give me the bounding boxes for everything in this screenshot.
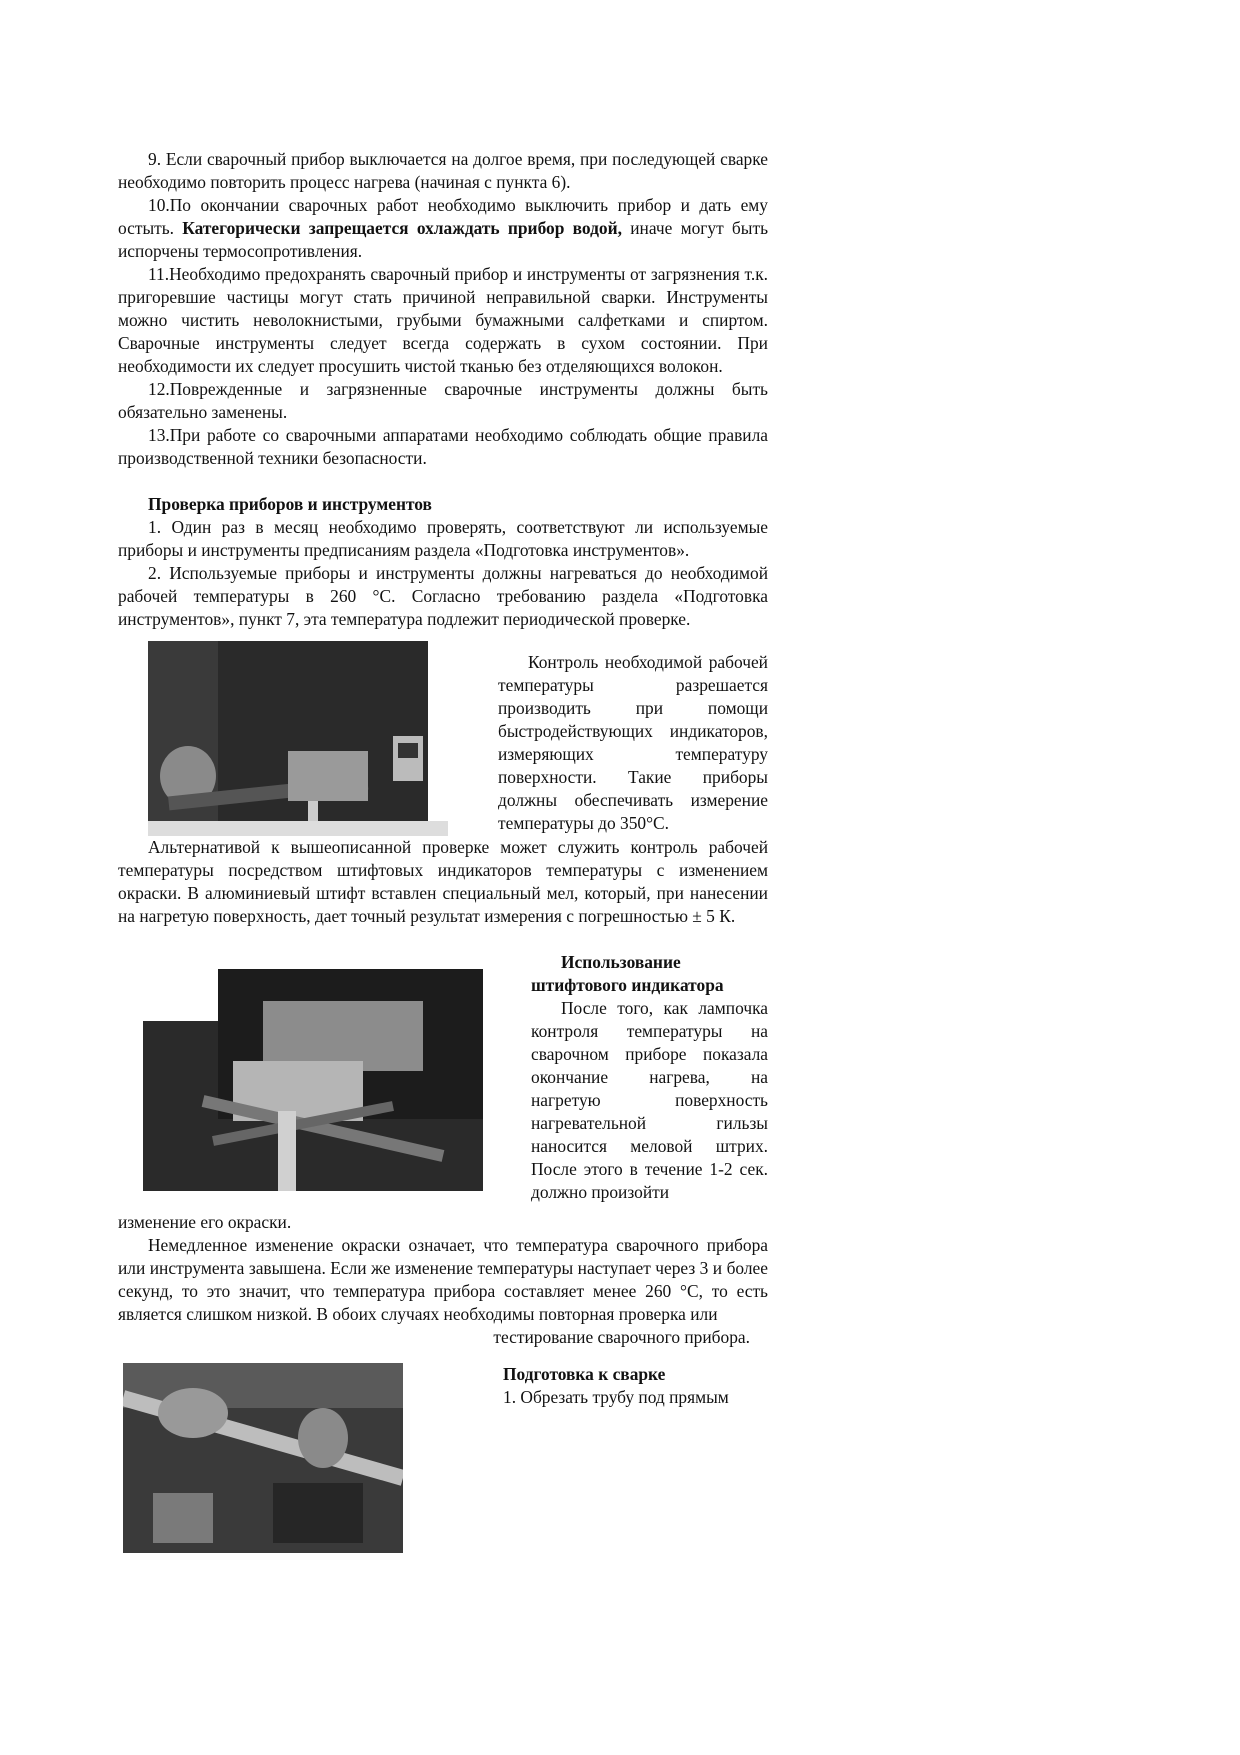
heading-check-instruments: Проверка приборов и инструментов: [148, 494, 432, 514]
heading-pin-indicator: Использование штифтового индикатора: [531, 952, 724, 995]
paragraph-13: 13.При работе со сварочными аппаратами необходимо соблюдать общие правила производственной техники безопасности.: [118, 425, 768, 468]
photo-thermometer-check: [118, 641, 478, 836]
document-body: [118, 148, 768, 1553]
side-text-pin: После того, как лампочка контроля температуры на сварочном приборе показала окончание нагрева, на нагретую поверхность нагревательной гильзы наносится меловой штрих. После этого в течение 1-2 сек. должно произойти: [531, 998, 768, 1202]
paragraph-10: [118, 194, 768, 263]
paragraph-immediate-tail: тестирование сварочного прибора.: [493, 1327, 750, 1347]
paragraph-immediate-change: Немедленное изменение окраски означает, что температура сварочного прибора или инструмента завышена. Если же изменение температуры наступает через 3 и более секунд, то это значит, что температура прибора составляет менее 260 °С, то есть является слишком низкой. В обоих случаях необходимы повторная проверка или: [118, 1235, 768, 1324]
side-text-thermometer: Контроль необходимой рабочей температуры разрешается производить при помощи быстродействующих индикаторов, измеряющих температуру поверхности. Такие приборы должны обеспечивать измерение температуры до 350°С.: [498, 652, 768, 833]
side-text-thermometer-box: [498, 651, 768, 835]
heading-welding-prep: Подготовка к сварке: [503, 1364, 666, 1384]
paragraph-10-warning: Категорически запрещается охлаждать прибор водой,: [182, 218, 622, 238]
check-paragraph-1: 1. Один раз в месяц необходимо проверять, соответствуют ли используемые приборы и инструменты предписаниям раздела «Подготовка инструментов».: [118, 517, 768, 560]
photo-pipe-cutting-image: [123, 1363, 403, 1553]
check-paragraph-alternative: Альтернативой к вышеописанной проверке может служить контроль рабочей температуры посредством штифтовых индикаторов температуры с изменением окраски. В алюминиевый штифт вставлен специальный мел, который, при нанесении на нагретую поверхность, дает точный результат измерения с погрешностью ± 5 К.: [118, 837, 768, 926]
pin-tail: изменение его окраски.: [118, 1212, 292, 1232]
check-paragraph-2: 2. Используемые приборы и инструменты должны нагреваться до необходимой рабочей температуры в 260 °С. Согласно требованию раздела «Подготовка инструментов», пункт 7, эта температура подлежит периодической проверке.: [118, 563, 768, 629]
paragraph-12: 12.Поврежденные и загрязненные сварочные инструменты должны быть обязательно заменены.: [118, 379, 768, 422]
photo-pipe-cutting: [118, 1363, 473, 1553]
side-text-prep-box: [473, 1363, 768, 1409]
paragraph-10-text-b: иначе могут быть испорчены термосопротивления.: [118, 218, 768, 261]
photo-pin-indicator: [118, 961, 513, 1211]
paragraph-10-text-a: 10.По окончании сварочных работ необходимо выключить прибор и дать ему остыть.: [118, 195, 768, 238]
paragraph-11: 11.Необходимо предохранять сварочный прибор и инструменты от загрязнения т.к. пригоревшие частицы могут стать причиной неправильной сварки. Инструменты можно чистить неволокнистыми, грубыми бумажными салфетками и спиртом. Сварочные инструменты следует всегда содержать в сухом состоянии. При необходимости их следует просушить чистой тканью без отделяющихся волокон.: [118, 264, 768, 376]
photo-thermometer-image: [148, 641, 448, 836]
prep-paragraph-1: 1. Обрезать трубу под прямым: [503, 1387, 729, 1407]
photo-pin-indicator-image: [143, 961, 483, 1191]
paragraph-9: 9. Если сварочный прибор выключается на долгое время, при последующей сварке необходимо повторить процесс нагрева (начиная с пункта 6).: [118, 149, 768, 192]
side-text-pin-box: [531, 951, 768, 1204]
